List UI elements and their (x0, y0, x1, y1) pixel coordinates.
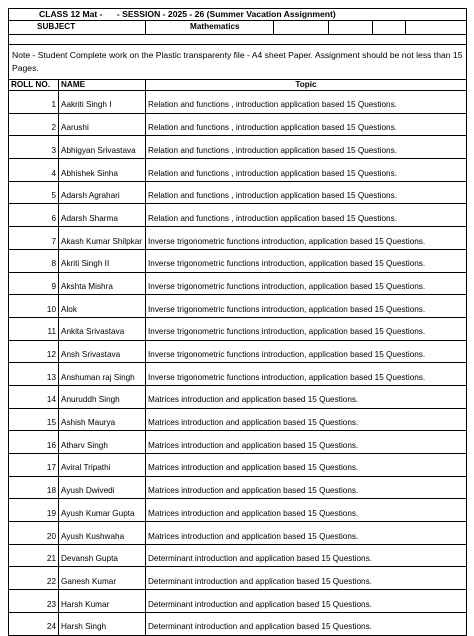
assignment-topic: Determinant introduction and application based 15 Questions. (148, 622, 372, 632)
sheet-title: CLASS 12 Mat - - SESSION - 2025 - 26 (Summer Vacation Assignment) (39, 9, 336, 20)
student-name: Aarushi (59, 114, 146, 136)
note-row (8, 45, 467, 80)
table-row (8, 273, 467, 296)
student-name: Alok (59, 295, 146, 317)
table-row (8, 250, 467, 273)
table-row (8, 295, 467, 318)
roll-number: 3 (9, 136, 59, 158)
assignment-topic: Matrices introduction and application based 15 Questions. (148, 531, 359, 541)
roll-number: 23 (9, 590, 59, 612)
roll-number: 15 (9, 409, 59, 431)
assignment-topic: Matrices introduction and application based 15 Questions. (148, 508, 359, 518)
blank-cell (9, 35, 466, 44)
assignment-topic: Inverse trigonometric functions introduction, application based 15 Questions. (148, 281, 426, 291)
assignment-topic: Relation and functions , introduction application based 15 Questions. (148, 123, 397, 133)
student-name: Adarsh Sharma (59, 204, 146, 226)
table-row (8, 114, 467, 137)
table-row (8, 590, 467, 613)
subject-row (8, 21, 467, 35)
assignment-topic: Matrices introduction and application based 15 Questions. (148, 463, 359, 473)
assignment-topic: Determinant introduction and application based 15 Questions. (148, 576, 372, 586)
table-row (8, 499, 467, 522)
roll-number: 11 (9, 318, 59, 340)
student-name: Akash Kumar Shilpkar (59, 227, 146, 249)
table-row (8, 522, 467, 545)
student-name: Ayush Dwivedi (59, 477, 146, 499)
student-name: Anuruddh Singh (59, 386, 146, 408)
table-row (8, 227, 467, 250)
student-name: Ganesh Kumar (59, 567, 146, 589)
assignment-topic: Relation and functions , introduction application based 15 Questions. (148, 168, 397, 178)
assignment-topic: Relation and functions , introduction application based 15 Questions. (148, 145, 397, 155)
assignment-topic: Matrices introduction and application based 15 Questions. (148, 395, 359, 405)
roll-number: 21 (9, 545, 59, 567)
table-row (8, 136, 467, 159)
roll-number: 9 (9, 273, 59, 295)
student-name: Akshta Mishra (59, 273, 146, 295)
roll-number: 1 (9, 91, 59, 113)
assignment-note: Note - Student Complete work on the Plastic transparenty file - A4 sheet Paper. Assignment should be not less than 15 Pages. (12, 50, 463, 73)
roll-number: 18 (9, 477, 59, 499)
table-row (8, 454, 467, 477)
assignment-sheet (8, 8, 467, 636)
roll-number: 19 (9, 499, 59, 521)
table-row (8, 159, 467, 182)
roll-header: ROLL NO. (9, 80, 59, 90)
student-name: Aakriti Singh I (59, 91, 146, 113)
blank-cell (274, 21, 329, 34)
roll-number: 2 (9, 114, 59, 136)
assignment-topic: Inverse trigonometric functions introduction, application based 15 Questions. (148, 259, 426, 269)
student-name: Ayush Kushwaha (59, 522, 146, 544)
assignment-topic: Relation and functions , introduction application based 15 Questions. (148, 213, 397, 223)
assignment-topic: Inverse trigonometric functions introduction, application based 15 Questions. (148, 236, 426, 246)
assignment-topic: Matrices introduction and application based 15 Questions. (148, 440, 359, 450)
table-row (8, 545, 467, 568)
student-name: Abhigyan Srivastava (59, 136, 146, 158)
assignment-topic: Inverse trigonometric functions introduction, application based 15 Questions. (148, 350, 426, 360)
table-row (8, 386, 467, 409)
student-name: Ankita Srivastava (59, 318, 146, 340)
table-row (8, 318, 467, 341)
table-row (8, 567, 467, 590)
title-row (8, 8, 467, 21)
blank-cell (373, 21, 406, 34)
table-row (8, 613, 467, 636)
roll-number: 12 (9, 341, 59, 363)
table-row (8, 431, 467, 454)
roll-number: 17 (9, 454, 59, 476)
table-row (8, 363, 467, 386)
student-name: Devansh Gupta (59, 545, 146, 567)
student-name: Harsh Singh (59, 613, 146, 635)
roll-number: 4 (9, 159, 59, 181)
roll-number: 14 (9, 386, 59, 408)
table-row (8, 341, 467, 364)
student-name: Ashish Maurya (59, 409, 146, 431)
roll-number: 7 (9, 227, 59, 249)
student-rows (8, 91, 467, 636)
roll-number: 20 (9, 522, 59, 544)
student-name: Ansh Srivastava (59, 341, 146, 363)
student-name: Ayush Kumar Gupta (59, 499, 146, 521)
spacer-row (8, 35, 467, 45)
blank-cell (406, 21, 466, 34)
table-row (8, 409, 467, 432)
topic-header: Topic (295, 80, 317, 89)
roll-number: 8 (9, 250, 59, 272)
table-row (8, 91, 467, 114)
roll-number: 22 (9, 567, 59, 589)
assignment-topic: Matrices introduction and application based 15 Questions. (148, 418, 359, 428)
assignment-topic: Relation and functions , introduction application based 15 Questions. (148, 100, 397, 110)
table-row (8, 204, 467, 227)
student-name: Akriti Singh II (59, 250, 146, 272)
roll-number: 13 (9, 363, 59, 385)
roll-number: 24 (9, 613, 59, 635)
student-name: Adarsh Agrahari (59, 182, 146, 204)
assignment-topic: Determinant introduction and application based 15 Questions. (148, 554, 372, 564)
table-row (8, 182, 467, 205)
assignment-topic: Inverse trigonometric functions introduction, application based 15 Questions. (148, 327, 426, 337)
roll-number: 6 (9, 204, 59, 226)
assignment-topic: Determinant introduction and application based 15 Questions. (148, 599, 372, 609)
student-name: Harsh Kumar (59, 590, 146, 612)
student-name: Aviral Tripathi (59, 454, 146, 476)
subject-value: Mathematics (146, 21, 274, 34)
name-header: NAME (59, 80, 146, 90)
roll-number: 10 (9, 295, 59, 317)
roll-number: 16 (9, 431, 59, 453)
assignment-topic: Inverse trigonometric functions introduction, application based 15 Questions. (148, 304, 426, 314)
subject-label: SUBJECT (9, 21, 146, 34)
student-name: Atharv Singh (59, 431, 146, 453)
student-name: Abhishek Sinha (59, 159, 146, 181)
assignment-topic: Inverse trigonometric functions introduction, application based 15 Questions. (148, 372, 426, 382)
student-name: Anshuman raj Singh (59, 363, 146, 385)
assignment-topic: Matrices introduction and application based 15 Questions. (148, 486, 359, 496)
roll-number: 5 (9, 182, 59, 204)
table-header (8, 80, 467, 91)
blank-cell (329, 21, 373, 34)
assignment-topic: Relation and functions , introduction application based 15 Questions. (148, 191, 397, 201)
table-row (8, 477, 467, 500)
